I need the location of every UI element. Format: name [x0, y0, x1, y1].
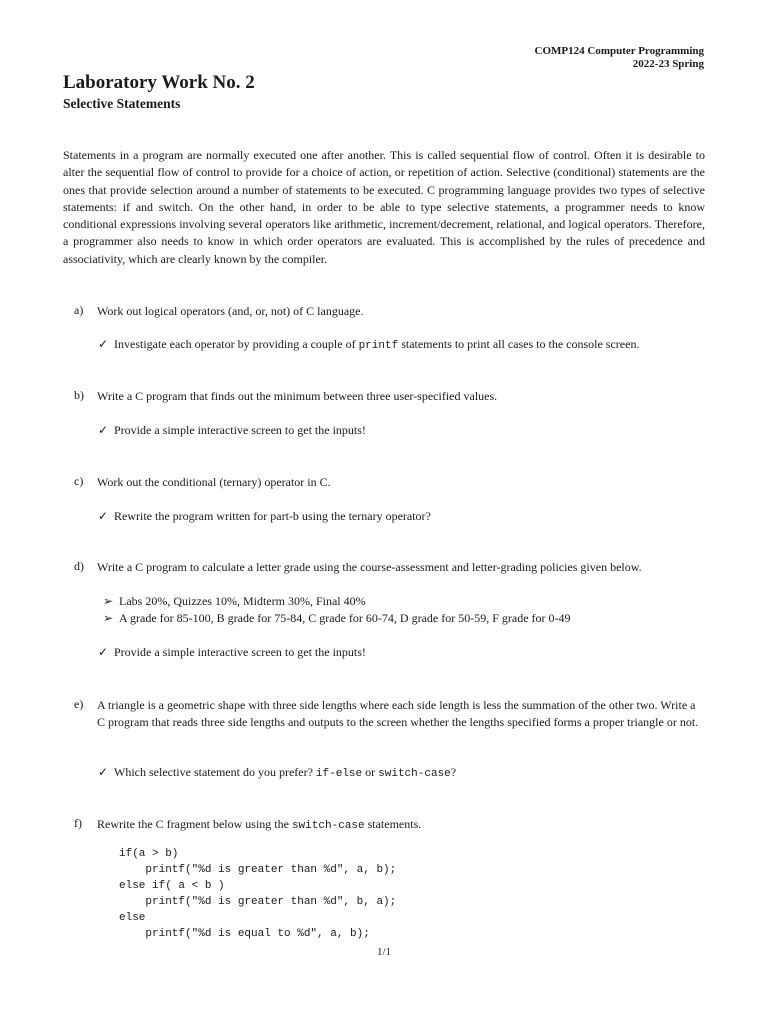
bullet-text: A grade for 85-100, B grade for 75-84, C grade for 60-74, D grade for 50-59, F grade for 0-49	[119, 611, 571, 625]
task-d-bullet-2	[103, 610, 571, 627]
check-text: ?	[450, 765, 457, 779]
arrow-bullet-icon: ➢	[103, 594, 114, 608]
course-term: 2022-23 Spring	[632, 58, 704, 70]
task-d-check	[98, 644, 366, 661]
task-text-part: statements.	[364, 817, 422, 831]
course-header	[535, 45, 704, 71]
page-subtitle: Selective Statements	[63, 96, 181, 111]
task-text: Work out logical operators (and, or, not) of C language.	[97, 304, 364, 318]
inline-code: switch-case	[378, 768, 451, 780]
task-a-check	[98, 336, 639, 355]
code-line: printf("%d is equal to %d", a, b);	[119, 927, 370, 940]
check-text: Rewrite the program written for part-b using the ternary operator?	[114, 509, 431, 523]
check-text: Provide a simple interactive screen to get the inputs!	[114, 423, 366, 437]
task-letter: d)	[74, 559, 84, 573]
check-text: Investigate each operator by providing a couple of	[114, 337, 359, 351]
task-text	[97, 816, 707, 835]
course-name: COMP124 Computer Programming	[534, 45, 704, 57]
check-text: Which selective statement do you prefer?	[114, 765, 316, 779]
code-line: printf("%d is greater than %d", b, a);	[119, 895, 397, 908]
inline-code: if-else	[315, 768, 363, 780]
arrow-bullet-icon: ➢	[103, 611, 114, 625]
check-text: statements to print all cases to the console screen.	[398, 337, 640, 351]
check-text: Provide a simple interactive screen to get the inputs!	[114, 645, 366, 659]
code-block	[119, 847, 396, 942]
task-letter: f)	[74, 816, 82, 830]
checkmark-icon: ✓	[98, 337, 109, 351]
bullet-text: Labs 20%, Quizzes 10%, Midterm 30%, Final 40%	[119, 594, 366, 608]
task-text-part: Rewrite the C fragment below using the	[97, 817, 292, 831]
checkmark-icon: ✓	[98, 423, 109, 437]
code-line: if(a > b)	[119, 848, 179, 860]
code-line: else if( a < b )	[119, 879, 225, 892]
checkmark-icon: ✓	[98, 645, 109, 659]
checkmark-icon: ✓	[98, 765, 109, 779]
task-c-check	[98, 508, 431, 525]
task-text: Write a C program to calculate a letter grade using the course-assessment and letter-grading policies given below.	[97, 560, 642, 574]
intro-paragraph: Statements in a program are normally executed one after another. This is called sequential flow of control. Often it is desirable to alter the sequential flow of control to provide for a choice of action, or repetition of action. Selective (conditional) statements are the ones that provide selection around a number of statements to be executed. C programming language provides two types of selective statements: if and switch. On the other hand, in order to be able to type selective statements, a programmer needs to know conditional expressions involving several operators like arithmetic, increment/decrement, relational, and logical operators. Therefore, a programmer also needs to know in which order operators are evaluated. This is accomplished by the rules of precedence and associativity, which are clearly known by the compiler.	[63, 148, 705, 266]
task-text: A triangle is a geometric shape with three side lengths where each side length is less the summation of the other two. Write a C program that reads three side lengths and outputs to the screen whether the lengths specified forms a proper triangle or not.	[97, 698, 699, 729]
task-letter: c)	[74, 474, 84, 488]
task-text: Work out the conditional (ternary) operator in C.	[97, 475, 331, 489]
page-title: Laboratory Work No. 2	[63, 72, 255, 93]
task-letter: a)	[74, 303, 84, 317]
page-number: 1/1	[376, 946, 392, 958]
task-b-check	[98, 422, 366, 439]
check-text: or	[362, 765, 379, 779]
task-letter: b)	[74, 388, 84, 402]
checkmark-icon: ✓	[98, 509, 109, 523]
code-line: else	[119, 911, 146, 924]
inline-code: switch-case	[291, 820, 365, 832]
task-letter: e)	[74, 697, 84, 711]
task-e-check	[98, 764, 456, 783]
inline-code: printf	[358, 340, 399, 352]
code-line: printf("%d is greater than %d", a, b);	[119, 863, 397, 876]
task-d-bullet-1	[103, 593, 366, 610]
task-text: Write a C program that finds out the minimum between three user-specified values.	[97, 389, 498, 403]
